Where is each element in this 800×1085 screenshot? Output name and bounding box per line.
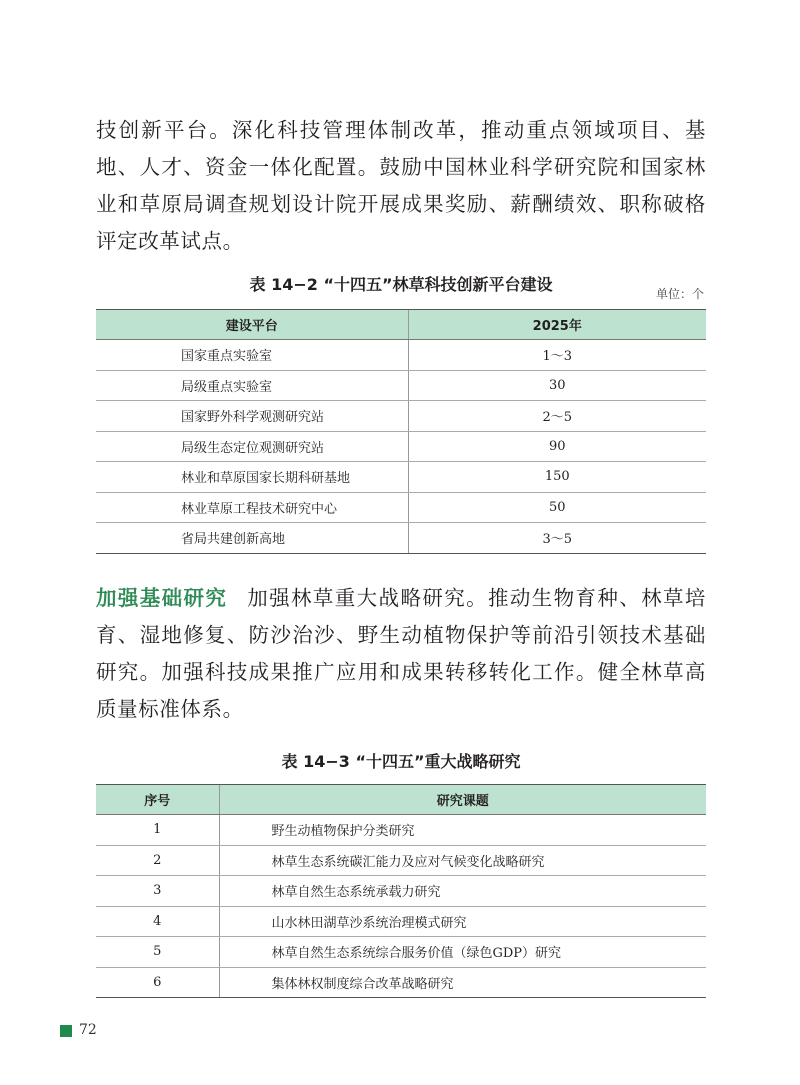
research-topic: 林草生态系统碳汇能力及应对气候变化战略研究 <box>219 845 706 876</box>
serial-number: 5 <box>96 937 219 968</box>
section-lead-heading: 加强基础研究 <box>96 586 228 610</box>
strategy-research-table <box>96 784 706 998</box>
platform-name: 局级生态定位观测研究站 <box>96 431 408 462</box>
table-row <box>96 492 706 523</box>
column-header-serial: 序号 <box>96 785 219 815</box>
platform-count: 1～3 <box>408 340 706 371</box>
column-header-platform: 建设平台 <box>96 310 408 340</box>
table-row <box>96 967 706 998</box>
table-row <box>96 370 706 401</box>
platform-count: 50 <box>408 492 706 523</box>
body-paragraph-2 <box>96 580 706 728</box>
research-topic: 山水林田湖草沙系统治理模式研究 <box>219 906 706 937</box>
serial-number: 2 <box>96 845 219 876</box>
page-number: 72 <box>79 1022 97 1038</box>
serial-number: 1 <box>96 815 219 846</box>
table-unit-label: 单位：个 <box>655 287 704 301</box>
column-header-2025: 2025年 <box>408 310 706 340</box>
table-row <box>96 523 706 554</box>
platform-count: 2～5 <box>408 401 706 432</box>
table-row <box>96 876 706 907</box>
research-topic: 集体林权制度综合改革战略研究 <box>219 967 706 998</box>
platform-name: 林业和草原国家长期科研基地 <box>96 462 408 493</box>
platform-count: 30 <box>408 370 706 401</box>
platform-count: 150 <box>408 462 706 493</box>
table-header-row <box>96 785 706 815</box>
serial-number: 6 <box>96 967 219 998</box>
section-body-text: 加强林草重大战略研究。推动生物育种、林草培育、湿地修复、防沙治沙、野生动植物保护等前沿引领技术基础研究。加强科技成果推广应用和成果转移转化工作。健全林草高质量标准体系。 <box>96 586 706 721</box>
serial-number: 3 <box>96 876 219 907</box>
page-marker-square <box>60 1025 72 1037</box>
table-row <box>96 340 706 371</box>
platform-count: 90 <box>408 431 706 462</box>
table-row <box>96 462 706 493</box>
platform-table <box>96 309 706 554</box>
table-14-3-title: 表 14−3 “十四五”重大战略研究 <box>281 752 521 771</box>
table-header-row <box>96 310 706 340</box>
research-topic: 野生动植物保护分类研究 <box>219 815 706 846</box>
table-row <box>96 431 706 462</box>
table-row <box>96 845 706 876</box>
platform-name: 局级重点实验室 <box>96 370 408 401</box>
table-row <box>96 906 706 937</box>
body-paragraph-1: 技创新平台。深化科技管理体制改革，推动重点领域项目、基地、人才、资金一体化配置。鼓励中国林业科学研究院和国家林业和草原局调查规划设计院开展成果奖励、薪酬绩效、职称破格评定改革试点。 <box>96 118 706 253</box>
column-header-topic: 研究课题 <box>219 785 706 815</box>
table-14-2-title: 表 14−2 “十四五”林草科技创新平台建设 <box>249 275 553 294</box>
table-row <box>96 401 706 432</box>
serial-number: 4 <box>96 906 219 937</box>
table-row <box>96 815 706 846</box>
platform-name: 林业草原工程技术研究中心 <box>96 492 408 523</box>
research-topic: 林草自然生态系统承载力研究 <box>219 876 706 907</box>
platform-count: 3～5 <box>408 523 706 554</box>
table-row <box>96 937 706 968</box>
research-topic: 林草自然生态系统综合服务价值（绿色GDP）研究 <box>219 937 706 968</box>
platform-name: 国家重点实验室 <box>96 340 408 371</box>
platform-name: 国家野外科学观测研究站 <box>96 401 408 432</box>
platform-name: 省局共建创新高地 <box>96 523 408 554</box>
